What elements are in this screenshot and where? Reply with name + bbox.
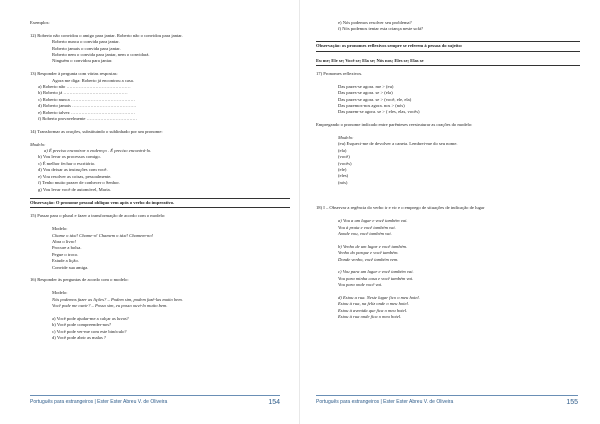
text-line: c) Vou para um lugar e você também vai.	[338, 269, 414, 275]
text-line: 12) Roberto não convidou o amigo para jantar. Roberto não o convidou para jantar.	[30, 32, 183, 38]
text-line: Modelo:	[52, 290, 68, 296]
text-line: Das pazes-se agora. me > (eu)	[338, 83, 394, 89]
text-line: d) Roberto jamais ……………………………………	[38, 103, 137, 109]
text-line: Das pazem-se agora. se > ( eles, elas, vocês)	[338, 109, 420, 115]
text-line: d) Vou deixar as instruções com você.	[38, 167, 108, 173]
text-line: 16) Responder às perguntas de acordo com o modelo:	[30, 277, 129, 283]
text-line: Convide sua amiga.	[52, 264, 89, 270]
text-line: Estou à rua, na feliz onde o meu hotel.	[338, 301, 409, 307]
text-line: Donde venho, você também vem.	[338, 256, 399, 262]
text-line: Estou à avenida que fica o meu hotel.	[338, 307, 408, 313]
text-line: c) É melhor fechar o escritório.	[38, 160, 96, 166]
text-line: Estou à rua onde fica o meu hotel.	[338, 314, 402, 320]
text-line: f) Nós podemos tentar esta criança neste sofá?	[338, 26, 424, 32]
observation-box: Observação: os pronomes reflexivos sempre se referem à pessoa do sujeito:	[316, 41, 580, 51]
text-line: b) Roberto já ……………………………………	[38, 90, 128, 96]
text-line: b) Vou levar os processos comigo.	[38, 154, 101, 160]
text-line: e) Vou resolver as coisas, pessoalmente.	[38, 173, 112, 179]
text-line: Estude a lição.	[52, 258, 79, 264]
page-number: 154	[268, 398, 280, 406]
text-line: 13) Responder à pergunta com várias respostas:	[30, 71, 118, 77]
observation-box: Observação: O pronome pessoal oblíquo vem após o verbo do imperativo.	[30, 198, 290, 208]
text-line: Agora me diga: Roberto já encontrou a casa.	[52, 77, 134, 83]
text-line: Vou para onde você vai.	[338, 282, 383, 288]
spacer	[316, 33, 580, 39]
text-line: c) Roberto nunca ……………………………………	[38, 96, 136, 102]
text-line: Modelo:	[30, 141, 46, 147]
text-line: Procure a bolsa.	[52, 245, 82, 251]
text-line: Roberto nunca o convida para jantar.	[52, 39, 120, 45]
text-line: Você pode me ouvir? – Posso sim, eu posso ouvi-lo muito bem.	[52, 302, 168, 308]
text-line: f) Tenho muito prazer de conhecer o Senhor.	[38, 180, 120, 186]
text-line: (ele)	[338, 167, 347, 173]
text-line: Exemplos:	[30, 20, 50, 25]
footer-text: Português para estrangeiros | Ester Ester Abreu V. de Oliveira	[316, 399, 454, 405]
text-line: (eles)	[338, 173, 349, 179]
right-page	[300, 0, 600, 424]
text-line: 17) Pronomes reflexivos.	[316, 71, 363, 77]
footer-text: Português para estrangeiros | Ester Ester Abreu V. de Oliveira	[30, 399, 168, 405]
text-line: Modelo:	[338, 135, 354, 141]
text-line: c) Você pode ver-me com este binóculo?	[52, 328, 127, 334]
text-line: (ela)	[338, 147, 347, 153]
text-line: 15) Passar para o plural e fazer a transformação de acordo com o modelo:	[30, 213, 166, 219]
text-line: d) Você pode abrir as malas ?	[52, 334, 106, 340]
text-line: Vou à praia e você também vai.	[338, 224, 396, 230]
text-line: (vocês)	[338, 160, 352, 166]
text-line: g) Vou levar você de automóvel, Maria.	[38, 186, 111, 192]
text-line: Modelo:	[52, 226, 68, 232]
text-line: Ninguém o convidou para jantar.	[52, 58, 113, 64]
text-line: e) Nós podemos resolver seu problema?	[338, 20, 412, 25]
text-line: Empregando o pronome indicado entre parênteses reestruturar as orações do modelo:	[316, 122, 473, 128]
text-line: (nós)	[338, 179, 348, 185]
text-line: Nós podemos fazer as lições? – Podem sim, podem fazê-las muito bem.	[52, 296, 183, 302]
reflexive-pronouns-box: Eu me; Ele se; Você se; Ela se; Nós nos; Eles se; Elas se	[316, 57, 580, 66]
text-line: a) Vou a um lugar e você também vai.	[338, 218, 408, 224]
text-line: Das pazes-se agora. se > (você, ele, ela)	[338, 96, 412, 102]
text-line: Venho do parque e você também.	[338, 250, 399, 256]
page-footer	[30, 395, 280, 408]
text-line: b) Você pode compreender-nos?	[52, 322, 112, 328]
text-line: Aonde vou, você também vai.	[338, 231, 392, 237]
text-line: (eu) Esqueci-me de devolver a caneta. Lembrei-me do seu nome.	[338, 141, 458, 147]
text-line: 14) Transformar as orações, substituindo o sublinhado por um pronome:	[30, 128, 163, 134]
text-line: f) Roberto provavelmente ……………………………	[38, 116, 138, 122]
text-line: Das pazemos-nos agora. nos > (nós)	[338, 103, 405, 109]
page-number: 155	[566, 398, 578, 406]
text-line: d) Estou a rua. Neste lugar fico o meu hotel.	[338, 295, 420, 301]
text-line: Roberto jamais o convida para jantar.	[52, 45, 121, 51]
text-line: Abra o livro!	[52, 238, 76, 244]
text-line: (você)	[338, 154, 350, 160]
text-line: Vou para minha casa e você também vai.	[338, 275, 414, 281]
text-line: a) É preciso encontrar o endereço . É preciso encontrá-lo.	[44, 148, 152, 154]
page-footer	[316, 395, 578, 408]
text-line: 18) I – Observar a regência do verbo ir e vir e o emprego de situações de indicação de lugar	[316, 205, 485, 211]
text-line: a) Roberto não ……………………………………	[38, 84, 131, 90]
text-line: Roberto nem o convida para jantar, nem o convidará.	[52, 52, 150, 58]
text-line: Chame o táxi! Chame-o! Chamem o táxi! Chamem-no!	[52, 232, 154, 238]
spacer	[30, 193, 290, 196]
text-line: Pegue o troco.	[52, 251, 79, 257]
text-line: a) Você pode ajudar-me a calçar as luvas?	[52, 315, 129, 321]
text-line: b) Venho de um lugar e você também.	[338, 243, 408, 249]
text-line: Das pazes-se agora. se > (ela)	[338, 90, 393, 96]
text-line: e) Roberto talvez ……………………………………	[38, 109, 136, 115]
